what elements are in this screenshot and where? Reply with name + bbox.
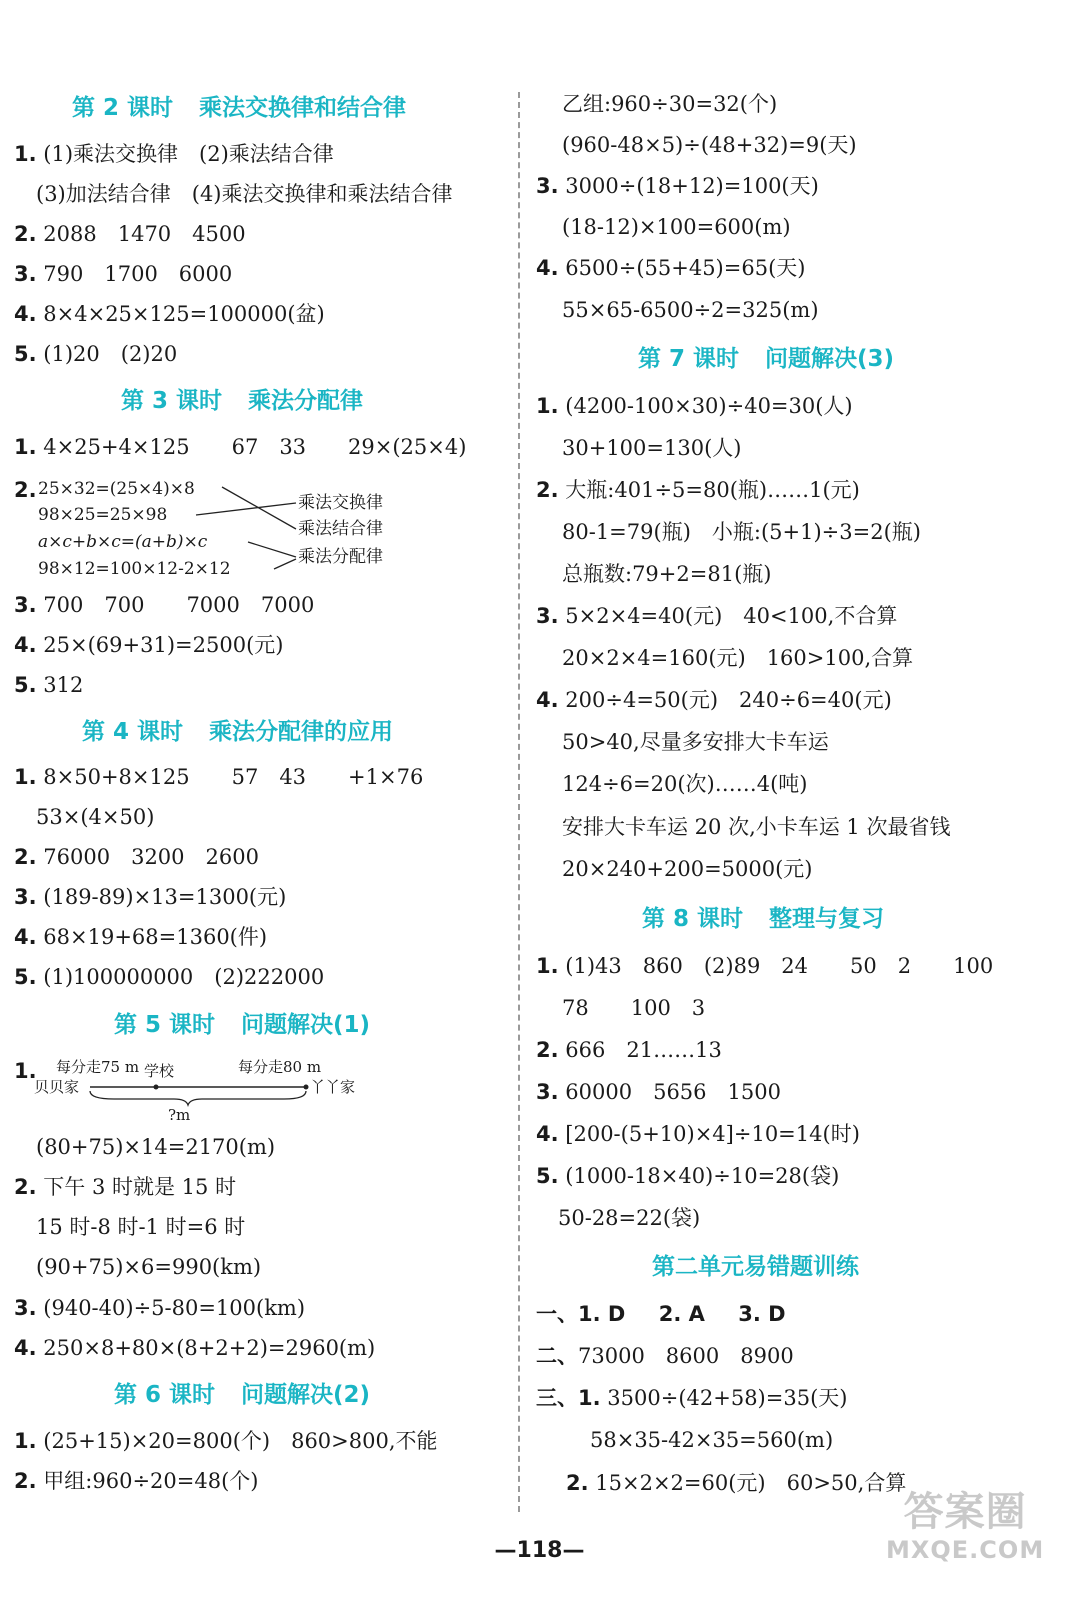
answer-line: 58×35-42×35=560(m) — [590, 1428, 834, 1452]
answer-line: 3. 790 1700 6000 — [14, 262, 233, 286]
unknown-distance-label: ?m — [168, 1106, 191, 1124]
answer-line: 乙组:960÷30=32(个) — [562, 92, 778, 116]
answer-line: 总瓶数:79+2=81(瓶) — [562, 562, 772, 586]
answer-line: 1. (4200-100×30)÷40=30(人) — [536, 394, 853, 418]
answer-line: 2. 666 21……13 — [536, 1038, 722, 1062]
answer-line: 50>40,尽量多安排大卡车运 — [562, 730, 829, 754]
answer-line: 1. — [14, 1059, 37, 1083]
section-title-lesson-3: 第 3 课时 乘法分配律 — [121, 388, 364, 414]
match-left-2: 98×25=25×98 — [38, 505, 168, 525]
section-title-unit-2-review: 第二单元易错题训练 — [652, 1254, 859, 1280]
answer-line: 二、73000 8600 8900 — [536, 1344, 794, 1368]
answer-line: (960-48×5)÷(48+32)=9(天) — [562, 133, 857, 157]
answer-line: 5. 312 — [14, 673, 84, 697]
section-title-lesson-6: 第 6 课时 问题解决(2) — [114, 1382, 371, 1408]
watermark-url: MXQE.COM — [886, 1536, 1045, 1564]
answer-line: 1. 4×25+4×125 67 33 29×(25×4) — [14, 435, 467, 459]
answer-line: 5. (1000-18×40)÷10=28(袋) — [536, 1164, 840, 1188]
match-left-4: 98×12=100×12-2×12 — [38, 559, 231, 579]
home-dot — [304, 1085, 309, 1090]
answer-line: 50-28=22(袋) — [558, 1206, 701, 1230]
answer-line: (18-12)×100=600(m) — [562, 215, 791, 239]
answer-line: 3. 60000 5656 1500 — [536, 1080, 781, 1104]
match-left-3: a×c+b×c=(a+b)×c — [38, 532, 208, 552]
section-title-lesson-8: 第 8 课时 整理与复习 — [642, 906, 885, 932]
answer-line: 30+100=130(人) — [562, 436, 742, 460]
answer-line: 3. 700 700 7000 7000 — [14, 593, 315, 617]
distance-diagram — [34, 1055, 374, 1127]
answer-line: 2. 15×2×2=60(元) 60>50,合算 — [566, 1471, 907, 1495]
answer-line: 5. (1)100000000 (2)222000 — [14, 965, 325, 989]
home-yaya-label: 丫丫家 — [310, 1078, 356, 1096]
answer-line: 一、1. D 2. A 3. D — [536, 1302, 786, 1326]
answer-line: 5. (1)20 (2)20 — [14, 342, 178, 366]
match-line — [274, 559, 296, 569]
answer-line: 1. (25+15)×20=800(个) 860>800,不能 — [14, 1429, 438, 1453]
answer-line: 3. (940-40)÷5-80=100(km) — [14, 1296, 306, 1320]
matching-lines — [38, 475, 418, 585]
section-title-lesson-7: 第 7 课时 问题解决(3) — [638, 346, 895, 372]
answer-line: 4. 25×(69+31)=2500(元) — [14, 633, 284, 657]
home-beibei-label: 贝贝家 — [34, 1078, 80, 1096]
answer-line: 安排大卡车运 20 次,小卡车运 1 次最省钱 — [562, 815, 951, 839]
answer-line: 1. (1)43 860 (2)89 24 50 2 100 — [536, 954, 994, 978]
watermark — [886, 1488, 1044, 1564]
answer-line: 20×240+200=5000(元) — [562, 857, 813, 881]
answer-line: 4. 200÷4=50(元) 240÷6=40(元) — [536, 688, 892, 712]
answer-line: 2. 甲组:960÷20=48(个) — [14, 1469, 259, 1493]
answer-line: 2. 76000 3200 2600 — [14, 845, 259, 869]
answer-line: 80-1=79(瓶) 小瓶:(5+1)÷3=2(瓶) — [562, 520, 921, 544]
answer-line: (3)加法结合律 (4)乘法交换律和乘法结合律 — [36, 182, 453, 206]
speed-left-label: 每分走75 m — [56, 1058, 140, 1076]
section-title-lesson-4: 第 4 课时 乘法分配律的应用 — [82, 719, 394, 745]
watermark-logo-text: 答案圈 — [903, 1489, 1027, 1535]
distance-line — [34, 1055, 374, 1127]
answer-line: 15 时-8 时-1 时=6 时 — [36, 1215, 246, 1239]
answer-line: 20×2×4=160(元) 160>100,合算 — [562, 646, 914, 670]
matching-diagram — [38, 475, 418, 585]
answer-line: 2. 下午 3 时就是 15 时 — [14, 1175, 237, 1199]
answer-line: 1. (1)乘法交换律 (2)乘法结合律 — [14, 142, 334, 166]
page-number: —118— — [494, 1538, 585, 1563]
answer-line: 2. 2088 1470 4500 — [14, 222, 246, 246]
answer-line: 4. [200-(5+10)×4]÷10=14(时) — [536, 1122, 860, 1146]
match-line — [248, 542, 296, 557]
answer-line: 124÷6=20(次)……4(吨) — [562, 772, 808, 796]
answer-line: 4. 6500÷(55+45)=65(天) — [536, 256, 806, 280]
answer-line: 3. 3000÷(18+12)=100(天) — [536, 174, 819, 198]
column-divider — [518, 92, 520, 1512]
answer-line: 3. 5×2×4=40(元) 40<100,不合算 — [536, 604, 898, 628]
answer-line: 2. 大瓶:401÷5=80(瓶)……1(元) — [536, 478, 860, 502]
match-left-1: 25×32=(25×4)×8 — [38, 479, 195, 499]
answer-line: 1. 8×50+8×125 57 43 +1×76 — [14, 765, 424, 789]
answer-line: 4. 68×19+68=1360(件) — [14, 925, 268, 949]
speed-right-label: 每分走80 m — [238, 1058, 322, 1076]
school-label: 学校 — [144, 1062, 175, 1080]
answer-line: 2. — [14, 478, 37, 502]
answer-line: 53×(4×50) — [36, 805, 155, 829]
match-line — [196, 503, 296, 515]
section-title-lesson-2: 第 2 课时 乘法交换律和结合律 — [72, 95, 407, 121]
answer-line: 55×65-6500÷2=325(m) — [562, 298, 819, 322]
match-right-2: 乘法结合律 — [298, 519, 383, 539]
answer-line: 78 100 3 — [562, 996, 706, 1020]
answer-line: 4. 8×4×25×125=100000(盆) — [14, 302, 325, 326]
match-right-3: 乘法分配律 — [298, 547, 383, 567]
answer-line: (80+75)×14=2170(m) — [36, 1135, 276, 1159]
answer-line: 3. (189-89)×13=1300(元) — [14, 885, 287, 909]
answer-line: 三、1. 3500÷(42+58)=35(天) — [536, 1386, 848, 1410]
match-right-1: 乘法交换律 — [298, 493, 383, 513]
answer-line: (90+75)×6=990(km) — [36, 1255, 262, 1279]
school-dot — [154, 1085, 159, 1090]
answer-line: 4. 250×8+80×(8+2+2)=2960(m) — [14, 1336, 376, 1360]
brace — [90, 1091, 306, 1105]
section-title-lesson-5: 第 5 课时 问题解决(1) — [114, 1012, 371, 1038]
